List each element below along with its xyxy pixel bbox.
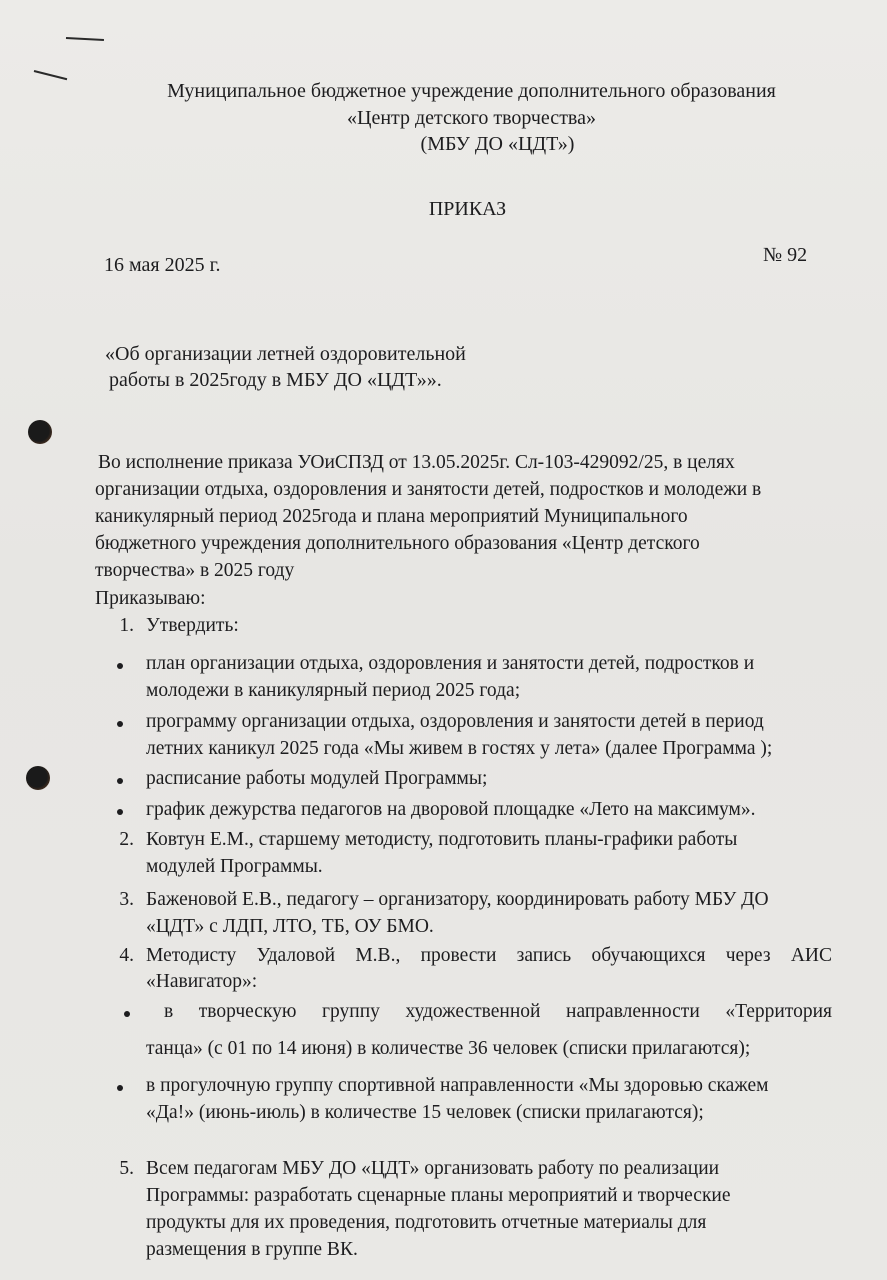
pen-mark-top bbox=[66, 37, 104, 41]
item-3-number: 3. bbox=[119, 889, 134, 910]
bullet-6-line2: «Да!» (июнь-июль) в количестве 15 человек (списки прилагаются); bbox=[146, 1102, 704, 1123]
bullet-marker bbox=[117, 778, 123, 784]
org-name-line1: Муниципальное бюджетное учреждение дополнительного образования bbox=[167, 80, 776, 102]
item-3-line2: «ЦДТ» с ЛДП, ЛТО, ТБ, ОУ БМО. bbox=[146, 916, 434, 937]
bullet-marker bbox=[117, 663, 123, 669]
preamble-line2: организации отдыха, оздоровления и занятости детей, подростков и молодежи в bbox=[95, 479, 762, 500]
item-4-line2: «Навигатор»: bbox=[146, 971, 258, 992]
item-5-line2: Программы: разработать сценарные планы мероприятий и творческие bbox=[146, 1185, 731, 1206]
bullet-5-line2: танца» (с 01 по 14 июня) в количестве 36 человек (списки прилагаются); bbox=[146, 1038, 751, 1059]
item-4-line1: Методисту Удаловой М.В., провести запись обучающихся через АИС bbox=[146, 945, 832, 966]
punch-hole-upper bbox=[28, 420, 52, 444]
item-2-number: 2. bbox=[119, 829, 134, 850]
preamble-line5: творчества» в 2025 году bbox=[95, 560, 295, 581]
bullet-1-line2: молодежи в каникулярный период 2025 года; bbox=[146, 680, 521, 701]
item-1-number: 1. bbox=[119, 615, 134, 636]
preamble-line1: Во исполнение приказа УОиСПЗД от 13.05.2025г. Сл-103-429092/25, в целях bbox=[98, 452, 735, 473]
bullet-6-line1: в прогулочную группу спортивной направленности «Мы здоровью скажем bbox=[146, 1075, 769, 1096]
item-2-line1: Ковтун Е.М., старшему методисту, подготовить планы-графики работы bbox=[146, 829, 738, 850]
bullet-marker bbox=[117, 809, 123, 815]
bullet-marker bbox=[117, 721, 123, 727]
document-type: ПРИКАЗ bbox=[428, 198, 507, 220]
item-5-line4: размещения в группе ВК. bbox=[146, 1239, 358, 1260]
preamble-line3: каникулярный период 2025года и плана мероприятий Муниципального bbox=[95, 506, 688, 527]
bullet-marker bbox=[124, 1011, 130, 1017]
bullet-1-line1: план организации отдыха, оздоровления и занятости детей, подростков и bbox=[146, 653, 755, 674]
preamble-line4: бюджетного учреждения дополнительного образования «Центр детского bbox=[95, 533, 700, 554]
item-5-number: 5. bbox=[119, 1158, 134, 1179]
bullet-2-line2: летних каникул 2025 года «Мы живем в гостях у лета» (далее Программа ); bbox=[146, 738, 773, 759]
order-date: 16 мая 2025 г. bbox=[104, 254, 221, 276]
order-number: № 92 bbox=[763, 244, 808, 266]
subject-line2: работы в 2025году в МБУ ДО «ЦДТ»». bbox=[109, 369, 442, 391]
item-1-text: Утвердить: bbox=[146, 615, 239, 636]
item-5-line3: продукты для их проведения, подготовить отчетные материалы для bbox=[146, 1212, 707, 1233]
org-abbreviation: (МБУ ДО «ЦДТ») bbox=[420, 133, 575, 155]
order-word: Приказываю: bbox=[95, 588, 206, 609]
bullet-4-line1: график дежурства педагогов на дворовой площадке «Лето на максимум». bbox=[146, 799, 756, 820]
item-2-line2: модулей Программы. bbox=[146, 856, 323, 877]
bullet-2-line1: программу организации отдыха, оздоровления и занятости детей в период bbox=[146, 711, 764, 732]
item-5-line1: Всем педагогам МБУ ДО «ЦДТ» организовать работу по реализации bbox=[146, 1158, 720, 1179]
bullet-5-line1: в творческую группу художественной направленности «Территория bbox=[164, 1001, 832, 1022]
org-name-line2: «Центр детского творчества» bbox=[347, 107, 596, 129]
punch-hole-lower bbox=[26, 766, 50, 790]
item-4-number: 4. bbox=[119, 945, 134, 966]
bullet-3-line1: расписание работы модулей Программы; bbox=[146, 768, 488, 789]
item-3-line1: Баженовой Е.В., педагогу – организатору, координировать работу МБУ ДО bbox=[146, 889, 769, 910]
bullet-marker bbox=[117, 1085, 123, 1091]
subject-line1: «Об организации летней оздоровительной bbox=[105, 343, 466, 365]
